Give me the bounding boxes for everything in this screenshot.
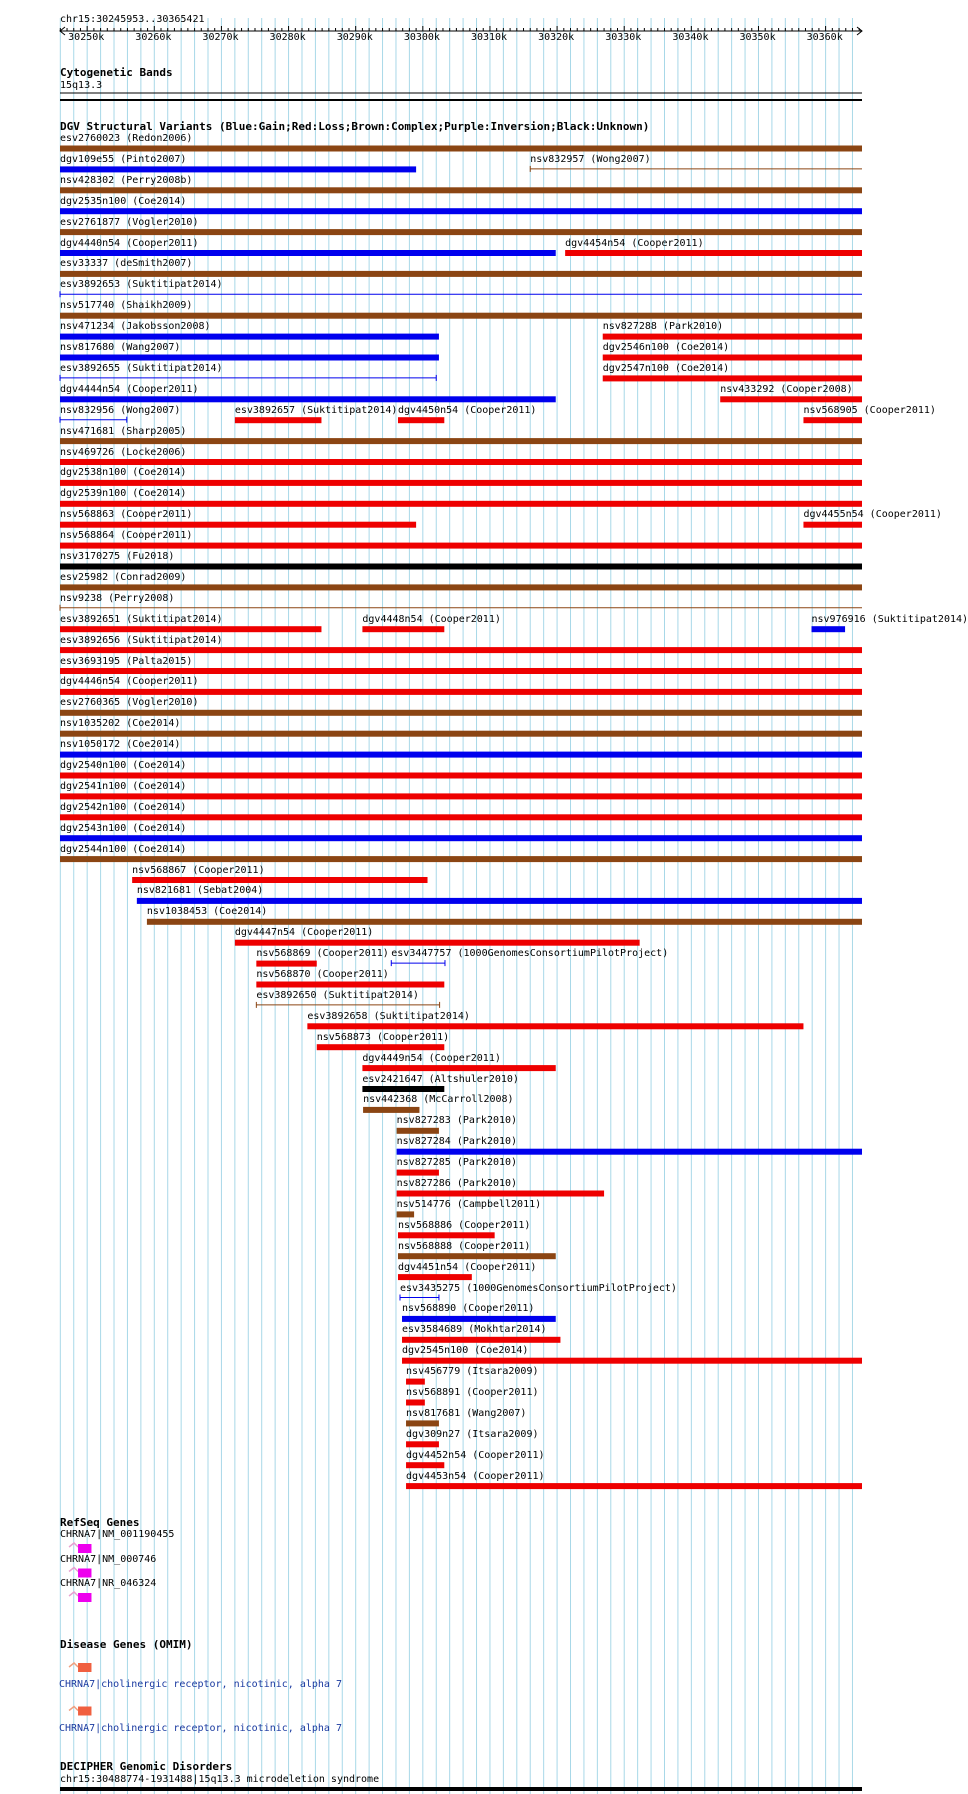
- variant-bar[interactable]: [406, 1400, 425, 1406]
- variant-bar[interactable]: [60, 229, 862, 235]
- variant-label[interactable]: nsv568867 (Cooper2011): [132, 864, 265, 876]
- ruler-tick-label: 30360k: [806, 32, 843, 43]
- variant-label[interactable]: nsv1035202 (Coe2014): [60, 718, 181, 730]
- variant-bar[interactable]: [235, 940, 640, 946]
- variant-label[interactable]: dgv2539n100 (Coe2014): [60, 488, 187, 500]
- ruler-tick-label: 30320k: [538, 32, 575, 43]
- refseq-gene-label[interactable]: CHRNA7|NR_046324: [60, 1578, 157, 1589]
- variant-label[interactable]: esv3892655 (Suktitipat2014): [60, 362, 223, 374]
- ruler-region-label: chr15:30245953..30365421: [60, 14, 205, 25]
- ruler-tick-label: 30350k: [739, 32, 776, 43]
- variant-label[interactable]: dgv4455n54 (Cooper2011): [803, 509, 942, 521]
- variant-label[interactable]: dgv4451n54 (Cooper2011): [397, 1261, 537, 1273]
- variant-bar[interactable]: [402, 1358, 862, 1364]
- variant-label[interactable]: dgv2541n100 (Coe2014): [60, 780, 187, 792]
- variant-label[interactable]: nsv568890 (Cooper2011): [402, 1303, 535, 1315]
- variant-label[interactable]: nsv517740 (Shaikh2009): [60, 300, 193, 312]
- ruler-tick-label: 30340k: [672, 32, 709, 43]
- variant-bar[interactable]: [803, 417, 862, 423]
- variant-bar[interactable]: [60, 271, 862, 277]
- variant-bar[interactable]: [720, 396, 862, 402]
- variant-label[interactable]: dgv2542n100 (Coe2014): [60, 801, 187, 813]
- ruler-tick-label: 30290k: [336, 32, 373, 43]
- variant-label[interactable]: nsv568888 (Cooper2011): [397, 1240, 531, 1252]
- variant-bar[interactable]: [60, 166, 416, 172]
- variant-label[interactable]: nsv471234 (Jakobsson2008): [60, 321, 211, 333]
- variant-label[interactable]: nsv9238 (Perry2008): [60, 592, 175, 604]
- variant-bar[interactable]: [397, 1191, 604, 1197]
- variant-label[interactable]: esv2421647 (Altshuler2010): [362, 1073, 519, 1085]
- variant-label[interactable]: esv3447757 (1000GenomesConsortiumPilotProject): [391, 948, 669, 960]
- omim-gene-block[interactable]: [78, 1707, 91, 1716]
- variant-bar[interactable]: [60, 438, 862, 444]
- variant-bar[interactable]: [60, 355, 439, 361]
- decipher-track-title: DECIPHER Genomic Disorders: [60, 1760, 233, 1773]
- variant-label[interactable]: esv3892651 (Suktitipat2014): [60, 613, 223, 625]
- ruler-tick-label: 30270k: [202, 32, 239, 43]
- variant-label[interactable]: esv2761877 (Vogler2010): [60, 216, 199, 228]
- variant-bar[interactable]: [603, 334, 862, 340]
- ruler-tick-label: 30260k: [135, 32, 172, 43]
- variant-bar[interactable]: [60, 313, 862, 319]
- variant-bar[interactable]: [406, 1420, 439, 1426]
- decipher-bar[interactable]: [60, 1787, 862, 1791]
- variant-bar[interactable]: [256, 982, 444, 988]
- variant-bar[interactable]: [60, 835, 862, 841]
- ruler-tick-label: 30250k: [68, 32, 105, 43]
- variant-label[interactable]: nsv827283 (Park2010): [396, 1115, 518, 1127]
- variant-label[interactable]: nsv428302 (Perry2008b): [60, 174, 193, 186]
- refseq-track-title: RefSeq Genes: [60, 1516, 140, 1529]
- variant-label[interactable]: dgv2540n100 (Coe2014): [60, 760, 187, 771]
- ruler-tick-label: 30300k: [403, 32, 440, 43]
- variant-bar[interactable]: [402, 1337, 560, 1343]
- variant-label[interactable]: dgv2545n100 (Coe2014): [402, 1345, 529, 1357]
- variant-bar[interactable]: [60, 814, 862, 820]
- variant-bar[interactable]: [398, 1232, 495, 1238]
- omim-gene-label[interactable]: CHRNA7|cholinergic receptor, nicotinic, alpha 7: [59, 1722, 342, 1734]
- variant-bar[interactable]: [60, 334, 439, 340]
- variant-label[interactable]: esv2760365 (Vogler2010): [60, 697, 199, 709]
- variant-label[interactable]: nsv821681 (Sebat2004): [136, 885, 264, 897]
- variant-label[interactable]: esv25982 (Conrad2009): [60, 571, 187, 583]
- omim-gene-label[interactable]: CHRNA7|cholinergic receptor, nicotinic, alpha 7: [59, 1679, 342, 1690]
- variant-label[interactable]: nsv827285 (Park2010): [396, 1157, 518, 1169]
- variant-bar[interactable]: [60, 626, 321, 632]
- decipher-label[interactable]: chr15:30488774-1931488|15q13.3 microdeletion syndrome: [60, 1774, 380, 1785]
- variant-label[interactable]: esv3892658 (Suktitipat2014): [307, 1010, 470, 1022]
- variant-bar[interactable]: [317, 1044, 445, 1050]
- variant-label[interactable]: dgv2547n100 (Coe2014): [602, 362, 730, 374]
- variant-label[interactable]: nsv471681 (Sharp2005): [60, 425, 187, 437]
- variant-label[interactable]: nsv1038453 (Coe2014): [146, 906, 268, 918]
- variant-bar[interactable]: [60, 647, 862, 653]
- variant-bar[interactable]: [406, 1483, 862, 1489]
- variant-label[interactable]: nsv442368 (McCarroll2008): [363, 1094, 514, 1106]
- variant-label[interactable]: nsv568864 (Cooper2011): [60, 530, 193, 542]
- variant-label[interactable]: esv3584689 (Mokhtar2014): [402, 1324, 547, 1336]
- refseq-exon[interactable]: [78, 1569, 91, 1578]
- ruler-tick-label: 30330k: [605, 32, 642, 43]
- variant-label[interactable]: dgv2535n100 (Coe2014): [60, 195, 187, 207]
- variant-label[interactable]: nsv832957 (Wong2007): [530, 153, 651, 165]
- variant-bar[interactable]: [362, 626, 444, 632]
- variant-label[interactable]: nsv456779 (Itsara2009): [406, 1366, 539, 1378]
- variant-bar[interactable]: [406, 1462, 444, 1468]
- variant-label[interactable]: nsv568870 (Cooper2011): [256, 969, 389, 980]
- variant-bar[interactable]: [60, 480, 862, 486]
- variant-label[interactable]: nsv568886 (Cooper2011): [397, 1219, 531, 1231]
- refseq-gene-label[interactable]: CHRNA7|NM_000746: [60, 1553, 157, 1565]
- variant-bar[interactable]: [60, 187, 862, 193]
- variant-bar[interactable]: [147, 919, 862, 925]
- variant-bar[interactable]: [60, 250, 556, 256]
- variant-bar[interactable]: [362, 1065, 555, 1071]
- variant-bar[interactable]: [60, 522, 416, 528]
- variant-bar[interactable]: [60, 668, 862, 674]
- variant-bar[interactable]: [398, 417, 444, 423]
- variant-label[interactable]: dgv4447n54 (Cooper2011): [234, 927, 374, 939]
- variant-label[interactable]: nsv976916 (Suktitipat2014): [811, 613, 968, 625]
- variant-label[interactable]: dgv4440n54 (Cooper2011): [60, 237, 199, 249]
- variant-label[interactable]: nsv832956 (Wong2007): [60, 404, 181, 416]
- variant-bar[interactable]: [398, 1253, 556, 1259]
- variant-bar[interactable]: [307, 1023, 803, 1029]
- variant-bar[interactable]: [60, 501, 862, 507]
- variant-bar[interactable]: [60, 564, 862, 570]
- variant-label[interactable]: nsv3170275 (Fu2018): [60, 551, 175, 562]
- variant-label[interactable]: nsv568869 (Cooper2011): [256, 948, 389, 960]
- variant-label[interactable]: dgv4446n54 (Cooper2011): [60, 676, 199, 688]
- variant-label[interactable]: esv3892656 (Suktitipat2014): [60, 634, 223, 646]
- variant-label[interactable]: nsv514776 (Campbell2011): [396, 1198, 542, 1210]
- variant-label[interactable]: esv2760023 (Redon2006): [60, 133, 193, 144]
- variant-label[interactable]: dgv2544n100 (Coe2014): [60, 843, 187, 855]
- omim-gene-block[interactable]: [78, 1663, 91, 1672]
- variant-bar[interactable]: [398, 1274, 472, 1280]
- variant-label[interactable]: nsv469726 (Locke2006): [60, 446, 187, 458]
- variant-label[interactable]: nsv568905 (Cooper2011): [803, 404, 936, 416]
- variant-bar[interactable]: [60, 396, 556, 402]
- variant-label[interactable]: nsv568863 (Cooper2011): [60, 509, 193, 521]
- variant-label[interactable]: dgv4450n54 (Cooper2011): [397, 404, 537, 416]
- variant-bar[interactable]: [402, 1316, 556, 1322]
- variant-label[interactable]: esv3892657 (Suktitipat2014): [234, 404, 398, 416]
- variant-bar[interactable]: [603, 375, 862, 381]
- cytoband-track-title: Cytogenetic Bands: [60, 66, 173, 79]
- variant-bar[interactable]: [132, 877, 427, 883]
- variant-label[interactable]: dgv2543n100 (Coe2014): [60, 822, 187, 834]
- variant-label[interactable]: nsv817681 (Wang2007): [406, 1407, 527, 1419]
- refseq-gene-label[interactable]: CHRNA7|NM_001190455: [60, 1529, 175, 1540]
- variant-bar[interactable]: [137, 898, 862, 904]
- variant-label[interactable]: esv3693195 (Palta2015): [60, 655, 193, 667]
- variant-label[interactable]: dgv309n27 (Itsara2009): [406, 1428, 539, 1440]
- variant-label[interactable]: dgv2538n100 (Coe2014): [60, 467, 187, 479]
- variant-bar[interactable]: [362, 1086, 444, 1092]
- dgv-track-title: DGV Structural Variants (Blue:Gain;Red:Loss;Brown:Complex;Purple:Inversion;Black:Unknown): [60, 120, 650, 133]
- variant-bar[interactable]: [60, 208, 862, 214]
- variant-bar[interactable]: [60, 146, 862, 152]
- variant-label[interactable]: dgv4449n54 (Cooper2011): [362, 1052, 501, 1064]
- variant-bar[interactable]: [397, 1149, 862, 1155]
- variant-bar[interactable]: [406, 1441, 439, 1447]
- variant-bar[interactable]: [60, 459, 862, 465]
- variant-label[interactable]: dgv109e55 (Pinto2007): [60, 153, 187, 165]
- variant-label[interactable]: nsv433292 (Cooper2008): [720, 383, 853, 395]
- variant-bar[interactable]: [60, 752, 862, 758]
- refseq-exon[interactable]: [78, 1593, 91, 1602]
- variant-label[interactable]: dgv4454n54 (Cooper2011): [565, 237, 704, 249]
- variant-bar[interactable]: [363, 1107, 419, 1113]
- variant-label[interactable]: dgv4448n54 (Cooper2011): [362, 613, 501, 625]
- variant-bar[interactable]: [603, 355, 862, 361]
- variant-bar[interactable]: [60, 731, 862, 737]
- variant-label[interactable]: nsv827286 (Park2010): [396, 1178, 518, 1189]
- variant-label[interactable]: esv3892653 (Suktitipat2014): [60, 279, 223, 291]
- variant-bar[interactable]: [60, 856, 862, 862]
- variant-bar[interactable]: [60, 710, 862, 716]
- variant-label[interactable]: nsv817680 (Wang2007): [60, 342, 181, 353]
- variant-label[interactable]: nsv568873 (Cooper2011): [316, 1031, 450, 1043]
- variant-bar[interactable]: [60, 543, 862, 549]
- variant-bar[interactable]: [406, 1379, 425, 1385]
- variant-bar[interactable]: [256, 961, 316, 967]
- variant-label[interactable]: dgv4452n54 (Cooper2011): [406, 1449, 545, 1461]
- variant-bar[interactable]: [397, 1170, 439, 1176]
- variant-label[interactable]: nsv827284 (Park2010): [396, 1136, 518, 1148]
- variant-label[interactable]: nsv1050172 (Coe2014): [60, 739, 181, 751]
- cytoband-label: 15q13.3: [60, 80, 103, 91]
- variant-label[interactable]: esv3892650 (Suktitipat2014): [256, 989, 419, 1001]
- refseq-exon[interactable]: [78, 1544, 91, 1553]
- ruler-tick-label: 30280k: [269, 32, 306, 43]
- omim-track-title: Disease Genes (OMIM): [60, 1638, 193, 1651]
- variant-bar[interactable]: [60, 793, 862, 799]
- variant-label[interactable]: dgv4444n54 (Cooper2011): [60, 383, 199, 395]
- variant-bar[interactable]: [235, 417, 322, 423]
- variant-bar[interactable]: [60, 773, 862, 779]
- variant-label[interactable]: nsv568891 (Cooper2011): [406, 1387, 539, 1398]
- variant-label[interactable]: esv33337 (deSmith2007): [60, 258, 193, 270]
- variant-label[interactable]: nsv827288 (Park2010): [602, 321, 724, 333]
- ruler-tick-label: 30310k: [470, 32, 508, 43]
- variant-bar[interactable]: [812, 626, 846, 632]
- variant-bar[interactable]: [60, 689, 862, 695]
- variant-bar[interactable]: [803, 522, 862, 528]
- variant-bar[interactable]: [60, 584, 862, 590]
- variant-bar[interactable]: [397, 1128, 439, 1134]
- variant-bar[interactable]: [565, 250, 862, 256]
- variant-label[interactable]: dgv2546n100 (Coe2014): [602, 342, 730, 353]
- variant-label[interactable]: dgv4453n54 (Cooper2011): [406, 1470, 545, 1482]
- variant-bar[interactable]: [397, 1211, 414, 1217]
- variant-label[interactable]: esv3435275 (1000GenomesConsortiumPilotProject): [399, 1282, 677, 1294]
